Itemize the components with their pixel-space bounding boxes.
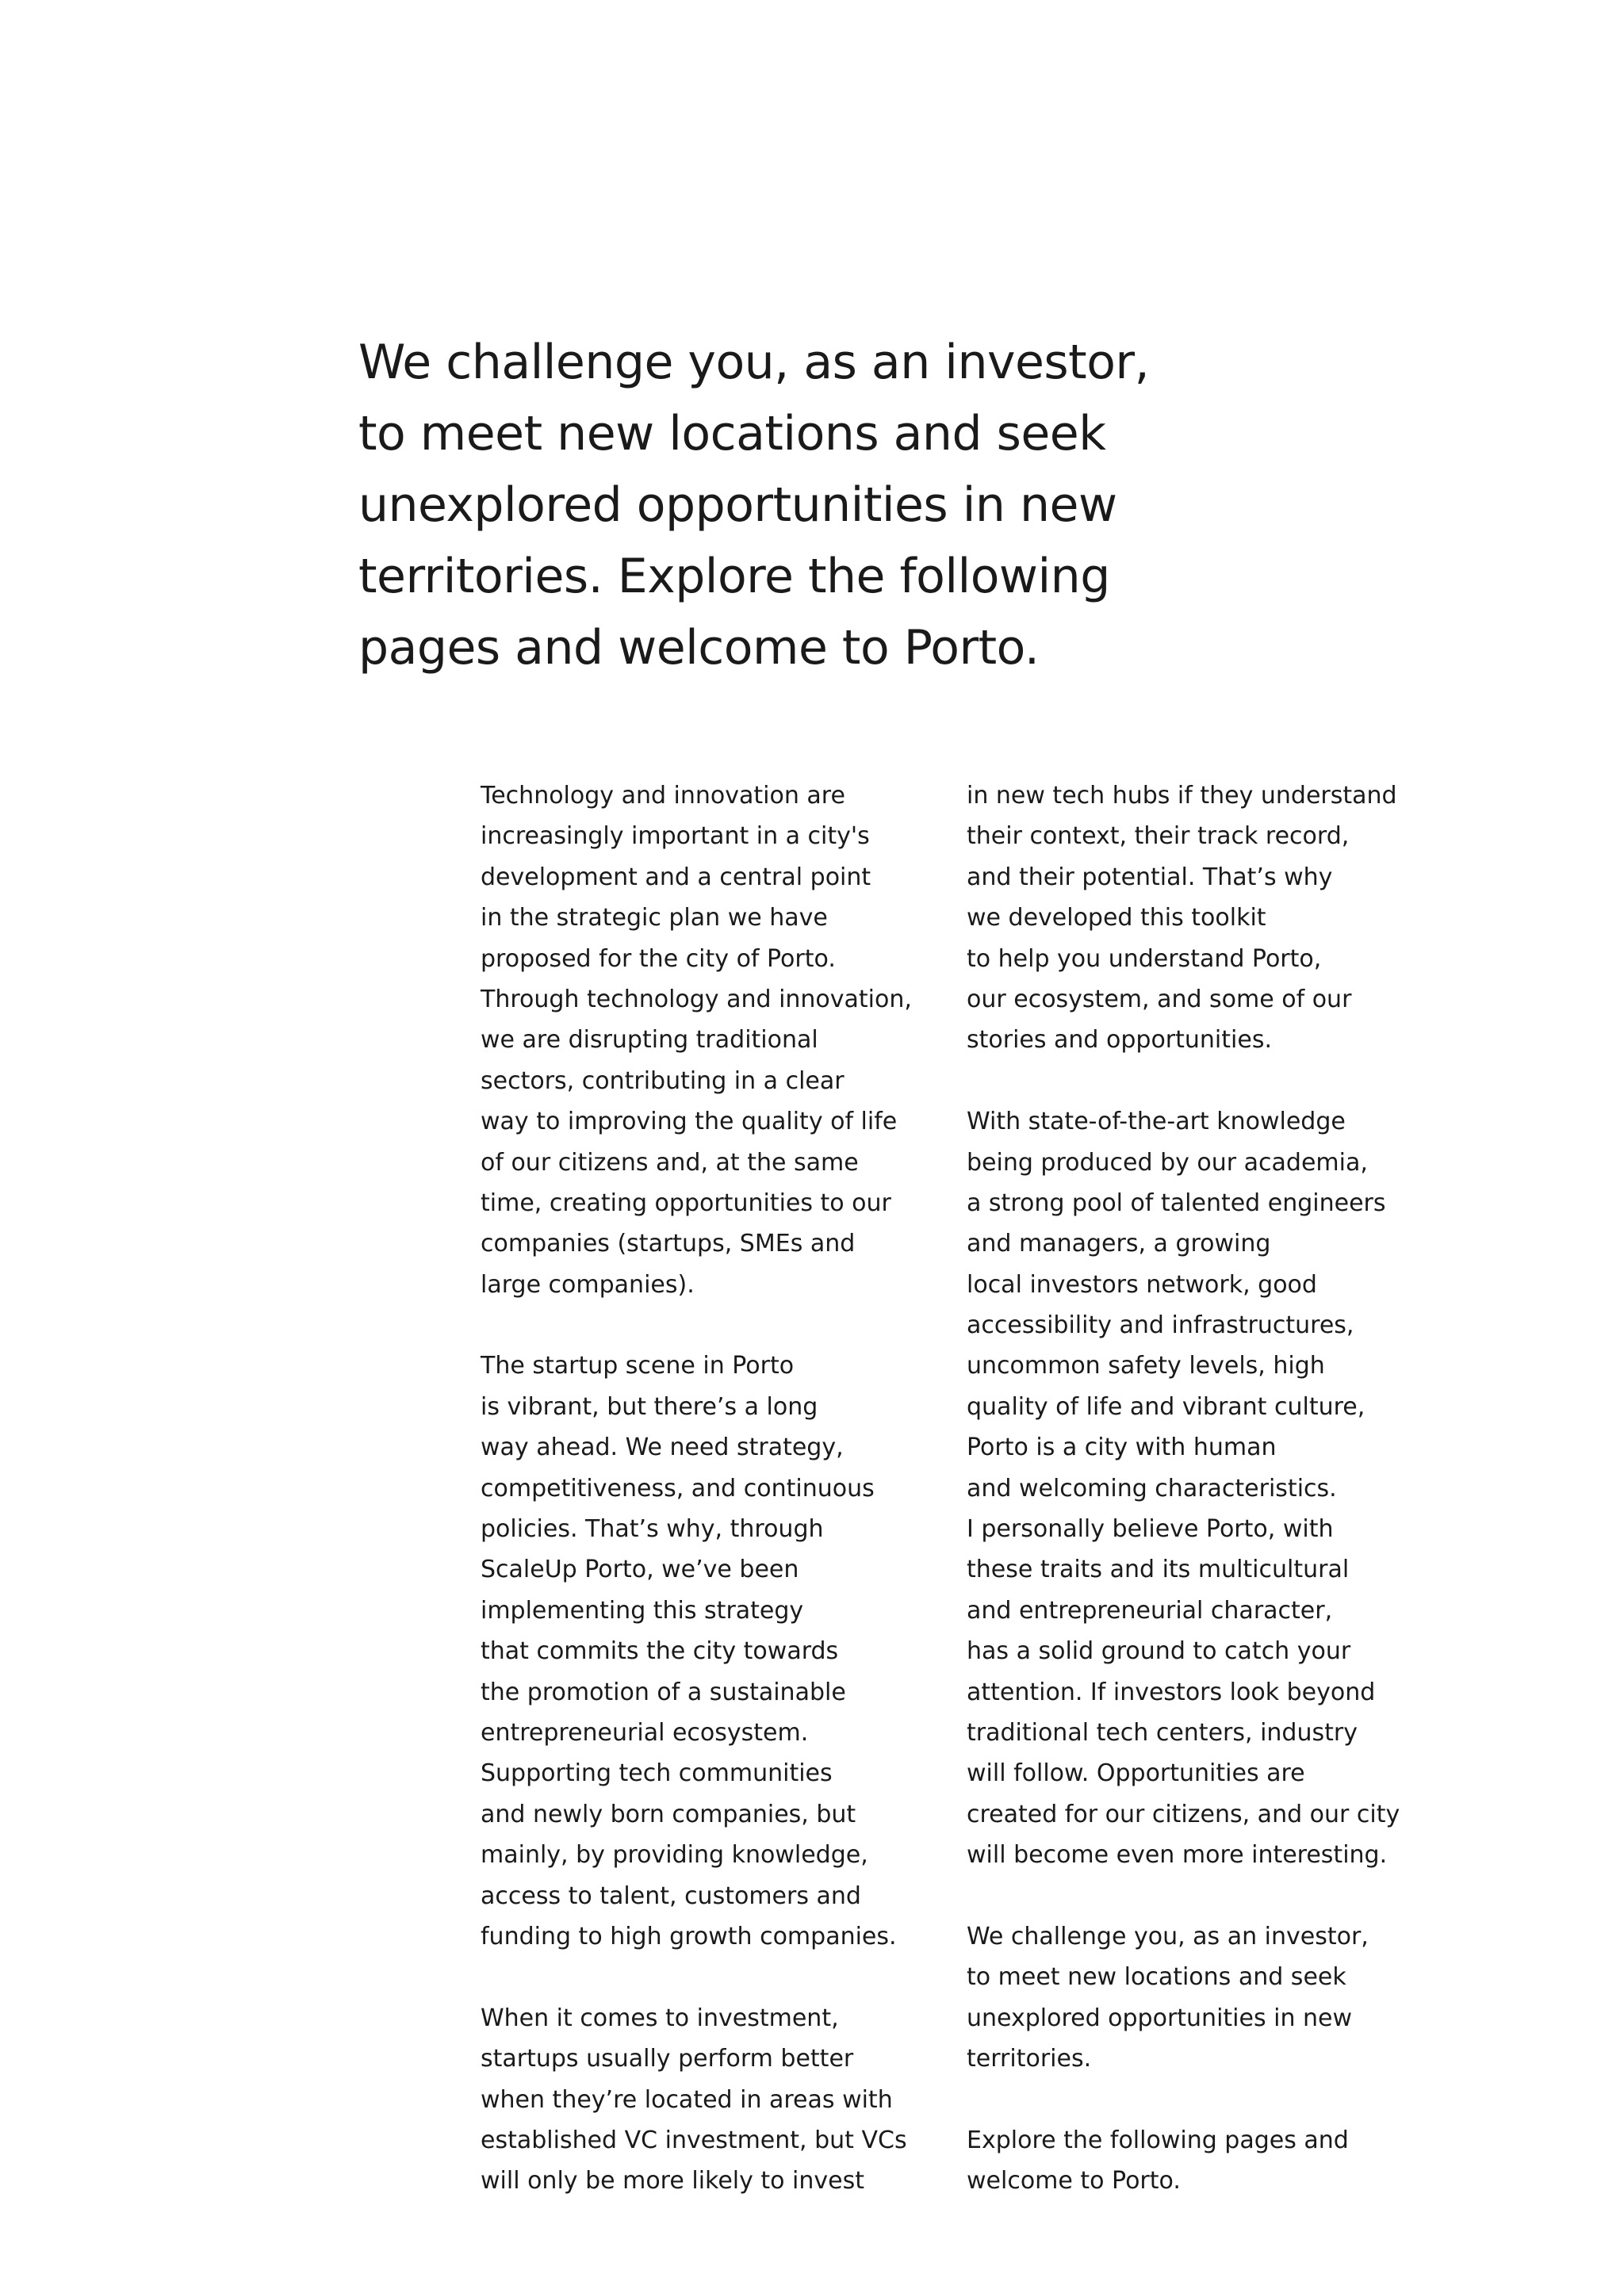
paragraph-line: of our citizens and, at the same bbox=[481, 1148, 859, 1177]
paragraph-line: being produced by our academia, bbox=[967, 1148, 1368, 1177]
paragraph-line: and managers, a growing bbox=[967, 1230, 1271, 1258]
paragraph bbox=[967, 1101, 1458, 1875]
paragraph-line: and entrepreneurial character, bbox=[967, 1596, 1333, 1625]
paragraph-line: Supporting tech communities bbox=[481, 1759, 833, 1788]
paragraph-line: increasingly important in a city's bbox=[481, 822, 870, 851]
paragraph-line: will become even more interesting. bbox=[967, 1841, 1388, 1870]
paragraph-line: policies. That’s why, through bbox=[481, 1515, 824, 1544]
paragraph-line: will only be more likely to invest bbox=[481, 2167, 865, 2195]
paragraph-line: stories and opportunities. bbox=[967, 1026, 1272, 1055]
paragraph-line: entrepreneurial ecosystem. bbox=[481, 1718, 809, 1747]
paragraph-line: With state-of-the-art knowledge bbox=[967, 1108, 1346, 1136]
headline-line: pages and welcome to Porto. bbox=[358, 620, 1040, 676]
paragraph-line: ScaleUp Porto, we’ve been bbox=[481, 1556, 799, 1584]
paragraph-line: when they’re located in areas with bbox=[481, 2085, 893, 2114]
paragraph-line: implementing this strategy bbox=[481, 1596, 804, 1625]
paragraph-line: traditional tech centers, industry bbox=[967, 1718, 1358, 1747]
paragraph-line: We challenge you, as an investor, bbox=[967, 1922, 1369, 1950]
paragraph-line: funding to high growth companies. bbox=[481, 1922, 897, 1950]
paragraph-line: sectors, contributing in a clear bbox=[481, 1066, 845, 1095]
paragraph-line: will follow. Opportunities are bbox=[967, 1759, 1305, 1788]
paragraph-line: territories. bbox=[967, 2045, 1092, 2073]
paragraph-line: way ahead. We need strategy, bbox=[481, 1434, 844, 1462]
paragraph-line: our ecosystem, and some of our bbox=[967, 985, 1352, 1013]
paragraph-line: we developed this toolkit bbox=[967, 904, 1266, 932]
paragraph-line: development and a central point bbox=[481, 863, 871, 891]
paragraph-line: Explore the following pages and bbox=[967, 2126, 1349, 2154]
paragraph-line: and newly born companies, but bbox=[481, 1800, 856, 1828]
paragraph-line: has a solid ground to catch your bbox=[967, 1637, 1351, 1666]
paragraph-line: I personally believe Porto, with bbox=[967, 1515, 1334, 1544]
headline-line: to meet new locations and seek bbox=[358, 406, 1106, 461]
paragraph-line: these traits and its multicultural bbox=[967, 1556, 1350, 1584]
paragraph-line: unexplored opportunities in new bbox=[967, 2004, 1353, 2032]
paragraph-line: Through technology and innovation, bbox=[481, 985, 912, 1013]
paragraph-line: established VC investment, but VCs bbox=[481, 2126, 907, 2154]
headline-line: unexplored opportunities in new bbox=[358, 477, 1117, 533]
headline bbox=[358, 327, 1231, 683]
paragraph bbox=[481, 1998, 940, 2202]
paragraph-line: When it comes to investment, bbox=[481, 2004, 839, 2032]
paragraph-line: their context, their track record, bbox=[967, 822, 1350, 851]
paragraph-line: accessibility and infrastructures, bbox=[967, 1311, 1354, 1340]
paragraph-gap bbox=[967, 2080, 1458, 2120]
paragraph-line: and their potential. That’s why bbox=[967, 863, 1333, 891]
paragraph bbox=[967, 775, 1458, 1061]
paragraph-line: companies (startups, SMEs and bbox=[481, 1230, 856, 1258]
paragraph bbox=[481, 1346, 940, 1957]
paragraph-line: quality of life and vibrant culture, bbox=[967, 1392, 1365, 1421]
paragraph-line: to meet new locations and seek bbox=[967, 1963, 1346, 1992]
paragraph-line: access to talent, customers and bbox=[481, 1881, 861, 1910]
paragraph-line: mainly, by providing knowledge, bbox=[481, 1841, 868, 1870]
paragraph-gap bbox=[481, 1305, 940, 1346]
paragraph bbox=[967, 2120, 1458, 2202]
paragraph-line: in the strategic plan we have bbox=[481, 904, 828, 932]
paragraph-line: proposed for the city of Porto. bbox=[481, 944, 836, 973]
paragraph-line: competitiveness, and continuous bbox=[481, 1474, 875, 1503]
paragraph-line: Porto is a city with human bbox=[967, 1434, 1277, 1462]
paragraph-line: Technology and innovation are bbox=[481, 782, 845, 810]
paragraph-line: time, creating opportunities to our bbox=[481, 1189, 891, 1217]
paragraph-line: we are disrupting traditional bbox=[481, 1026, 818, 1055]
paragraph-line: uncommon safety levels, high bbox=[967, 1352, 1325, 1380]
paragraph-line: welcome to Porto. bbox=[967, 2167, 1181, 2195]
paragraph-line: the promotion of a sustainable bbox=[481, 1678, 846, 1706]
paragraph-line: way to improving the quality of life bbox=[481, 1108, 898, 1136]
paragraph-line: The startup scene in Porto bbox=[481, 1352, 795, 1380]
body-column-right bbox=[967, 775, 1458, 2202]
paragraph-line: and welcoming characteristics. bbox=[967, 1474, 1337, 1503]
paragraph-line: in new tech hubs if they understand bbox=[967, 782, 1397, 810]
paragraph-gap bbox=[481, 1957, 940, 1997]
paragraph-line: startups usually perform better bbox=[481, 2045, 854, 2073]
body-column-left bbox=[481, 775, 940, 2202]
paragraph bbox=[481, 775, 940, 1305]
headline-line: territories. Explore the following bbox=[358, 549, 1110, 604]
paragraph-line: attention. If investors look beyond bbox=[967, 1678, 1376, 1706]
paragraph-line: is vibrant, but there’s a long bbox=[481, 1392, 818, 1421]
paragraph-line: a strong pool of talented engineers bbox=[967, 1189, 1386, 1217]
headline-line: We challenge you, as an investor, bbox=[358, 335, 1150, 390]
paragraph-gap bbox=[967, 1061, 1458, 1101]
paragraph-line: created for our citizens, and our city bbox=[967, 1800, 1400, 1828]
paragraph-line: to help you understand Porto, bbox=[967, 944, 1322, 973]
paragraph-line: large companies). bbox=[481, 1270, 695, 1299]
paragraph-gap bbox=[967, 1876, 1458, 1916]
paragraph-line: local investors network, good bbox=[967, 1270, 1317, 1299]
paragraph-line: that commits the city towards bbox=[481, 1637, 839, 1666]
paragraph bbox=[967, 1916, 1458, 2080]
